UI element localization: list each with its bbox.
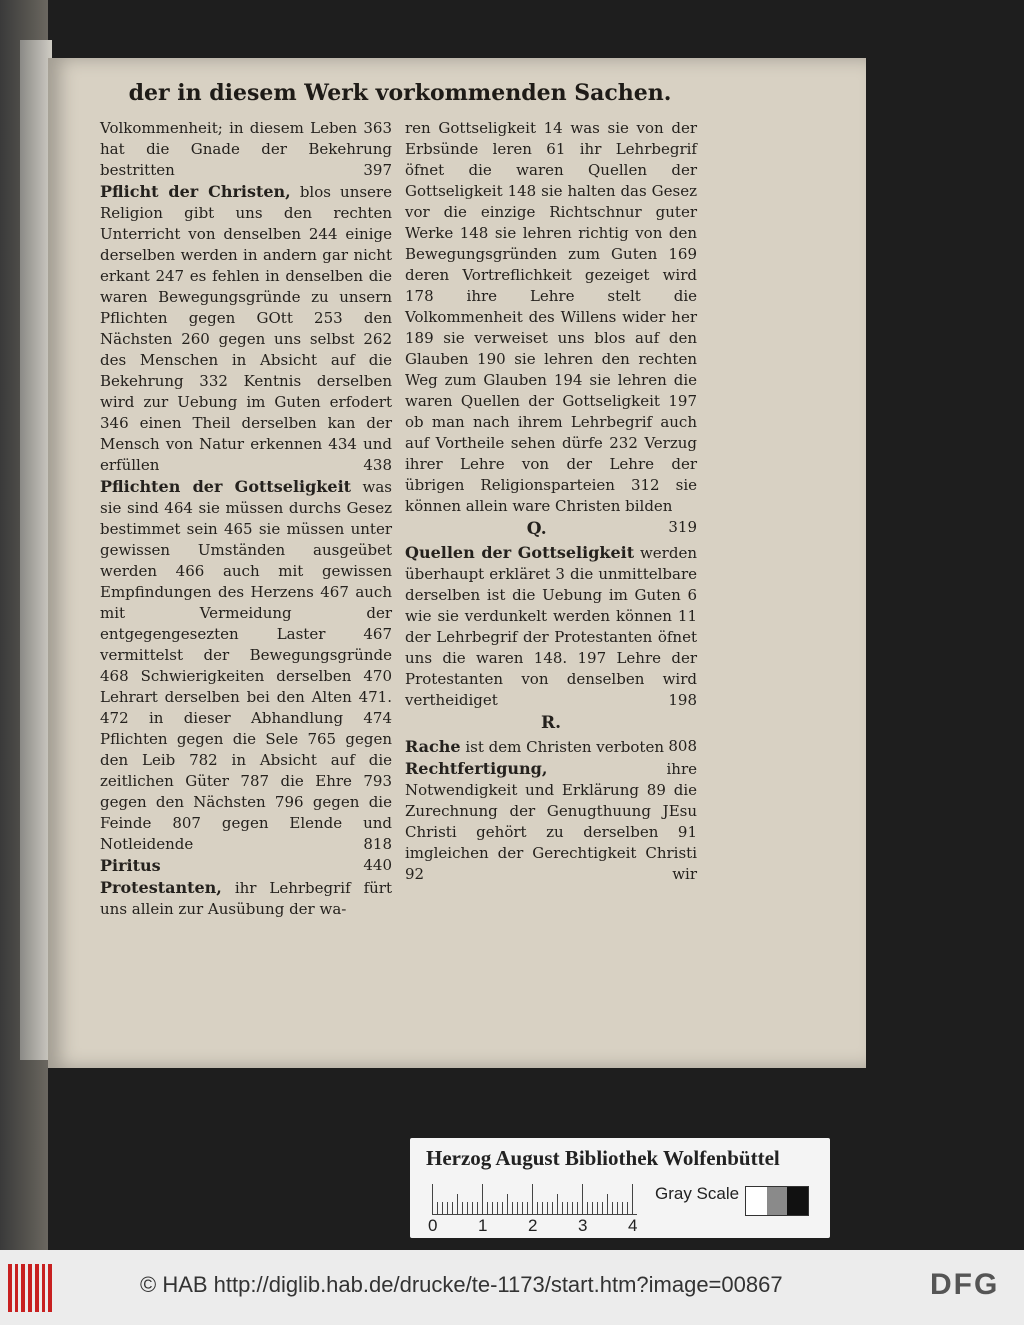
ruler-number: 4 xyxy=(628,1216,638,1235)
gray-scale-label: Gray Scale xyxy=(655,1184,740,1203)
entry-page-number: 440 xyxy=(363,856,392,874)
index-entry xyxy=(405,758,697,885)
entry-text: blos unsere Religion gibt uns den rechten Unterricht von denselben 244 einige derselben werden in andern gar nicht erkant 247 es fehlen in denselben die waren Bewegungsgründe zu unsern Pflichten gegen GOtt 253 den Nächsten 260 gegen uns selbst 262 des Menschen in Absicht auf die Bekehrung 332 Kentnis derselben wird zur Uebung im Guten erfodert 346 einen Theil derselben kan der Mensch von Natur erkennen 434 und erfüllen xyxy=(100,183,392,474)
index-entry xyxy=(405,736,697,758)
ruler-tick xyxy=(507,1194,508,1214)
section-letter: Q. xyxy=(526,519,547,539)
library-name: Herzog August Bibliothek Wolfenbüttel xyxy=(426,1146,780,1170)
ruler-tick xyxy=(472,1202,473,1214)
ruler-number: 3 xyxy=(578,1216,588,1235)
ruler-tick xyxy=(632,1184,633,1214)
index-entry xyxy=(100,118,392,181)
ruler-tick xyxy=(607,1194,608,1214)
section-letter: R. xyxy=(540,713,562,733)
ruler-tick xyxy=(452,1202,453,1214)
ruler-tick xyxy=(487,1202,488,1214)
entry-headword: Pflicht der Christen, xyxy=(100,182,291,201)
index-column-right xyxy=(405,118,697,885)
hab-logo-icon xyxy=(8,1264,52,1312)
ruler-tick xyxy=(432,1184,433,1214)
gray-scale-bar xyxy=(745,1186,809,1216)
ruler-tick xyxy=(512,1202,513,1214)
ruler-tick xyxy=(587,1202,588,1214)
copyright-url[interactable]: © HAB http://diglib.hab.de/drucke/te-1173/start.htm?image=00867 xyxy=(140,1272,783,1297)
ruler-tick xyxy=(527,1202,528,1214)
index-column-left xyxy=(100,118,392,920)
entry-headword: Rache xyxy=(405,737,461,756)
ruler-tick xyxy=(592,1202,593,1214)
gray-scale-patch xyxy=(787,1187,808,1215)
entry-text: ist dem Christen verboten xyxy=(465,738,664,756)
ruler-tick xyxy=(617,1202,618,1214)
ruler-tick xyxy=(482,1184,483,1214)
ruler-tick xyxy=(447,1202,448,1214)
entry-text: ren Gottseligkeit 14 was sie von der Erbsünde leren 61 ihr Lehrbegrif öfnet die waren Quellen der Gottseligkeit 148 sie halten das Gesez vor die einzige Richtschnur guter Werke 148 sie lehren richtig von den Bewegungsgründen zum Guten 169 deren Vortreflichkeit gezeiget wird 178 ihre Lehre stelt die Volkommenheit des Willens wider her 189 sie verweiset uns blos auf den Glauben 190 sie lehren den rechten Weg zum Glauben 194 sie lehren die waren Quellen der Gottseligkeit 197 ob man nach ihrem Lehrbegrif auch auf Vortheile sehen dürfe 232 Verzug ihrer Lehre von der Lehre der übrigen Religionsparteien 312 sie können allein ware Christen bilden xyxy=(405,119,697,515)
ruler-tick xyxy=(477,1202,478,1214)
ruler-tick xyxy=(442,1202,443,1214)
ruler-tick xyxy=(522,1202,523,1214)
entry-page-number: 438 xyxy=(363,456,392,474)
entry-text: werden überhaupt erkläret 3 die unmittelbare derselben ist die Uebung im Guten 6 wie sie verdunkelt werden können 11 der Lehrbegrif der Protestanten öfnet uns die waren 148. 197 Lehre der Protestanten von denselben wird vertheidiget xyxy=(405,544,697,709)
ruler-tick xyxy=(627,1202,628,1214)
ruler-tick xyxy=(537,1202,538,1214)
entry-headword: Quellen der Gottseligkeit xyxy=(405,543,635,562)
entry-page-number: 397 xyxy=(363,161,392,179)
index-entry xyxy=(100,855,392,877)
entry-text: was sie sind 464 sie müssen durchs Gesez bestimmet sein 465 sie müssen unter gewissen Umständen ausgeübet werden 466 auch mit gewissen Empfindungen des Herzens 467 auch mit Vermeidung der entgegengesezten Laster 467 vermittelst der Bewegungsgründe 468 Schwierigkeiten derselben 470 Lehrart derselben bei den Alten 471. 472 in dieser Abhandlung 474 Pflichten gegen die Sele 765 gegen den Leib 782 in Absicht auf die zeitlichen Güter 787 die Ehre 793 gegen den Nächsten 796 gegen die Feinde 807 gegen Elende und Notleidende xyxy=(100,478,392,853)
ruler-tick xyxy=(567,1202,568,1214)
entry-headword: Protestanten, xyxy=(100,878,222,897)
entry-headword: Piritus xyxy=(100,856,161,875)
entry-page-number: wir xyxy=(672,865,697,883)
entry-headword: Pflichten der Gottseligkeit xyxy=(100,477,352,496)
entry-page-number: 808 xyxy=(668,737,697,755)
ruler-number: 1 xyxy=(478,1216,488,1235)
ruler-tick xyxy=(547,1202,548,1214)
entry-text: ihr Lehrbegrif fürt uns allein zur Ausübung der wa- xyxy=(100,879,392,918)
entry-page-number: 319 xyxy=(668,518,697,536)
measurement-ruler xyxy=(432,1182,637,1215)
ruler-tick xyxy=(467,1202,468,1214)
gray-scale-patch xyxy=(767,1187,788,1215)
footer-bar xyxy=(0,1250,1024,1325)
entry-page-number: 198 xyxy=(668,691,697,709)
ruler-tick xyxy=(517,1202,518,1214)
ruler-tick xyxy=(457,1194,458,1214)
entry-page-number: 818 xyxy=(363,835,392,853)
color-calibration-card xyxy=(410,1138,830,1238)
ruler-tick xyxy=(602,1202,603,1214)
index-entry xyxy=(100,476,392,855)
index-entry xyxy=(405,118,697,536)
ruler-tick xyxy=(572,1202,573,1214)
ruler-tick xyxy=(597,1202,598,1214)
ruler-tick xyxy=(497,1202,498,1214)
ruler-number: 0 xyxy=(428,1216,438,1235)
ruler-tick xyxy=(532,1184,533,1214)
index-entry xyxy=(405,542,697,711)
index-entry xyxy=(100,877,392,920)
ruler-tick xyxy=(557,1194,558,1214)
entry-text: ihre Notwendigkeit und Erklärung 89 die Zurechnung der Genugthuung JEsu Christi gehört zu derselben 91 imgleichen der Gerechtigkeit Christi 92 xyxy=(405,760,697,883)
ruler-number: 2 xyxy=(528,1216,538,1235)
dfg-logo: DFG xyxy=(930,1268,1000,1301)
ruler-tick xyxy=(622,1202,623,1214)
entry-headword: Rechtfertigung, xyxy=(405,759,548,778)
ruler-tick xyxy=(492,1202,493,1214)
ruler-tick xyxy=(437,1202,438,1214)
entry-text: Volkommenheit; in diesem Leben 363 hat die Gnade der Bekehrung bestritten xyxy=(100,119,392,179)
ruler-tick xyxy=(582,1184,583,1214)
index-entry xyxy=(100,181,392,476)
ruler-tick xyxy=(462,1202,463,1214)
ruler-tick xyxy=(552,1202,553,1214)
ruler-tick xyxy=(542,1202,543,1214)
ruler-tick xyxy=(562,1202,563,1214)
ruler-tick xyxy=(612,1202,613,1214)
ruler-tick xyxy=(577,1202,578,1214)
gray-scale-patch xyxy=(746,1187,767,1215)
ruler-tick xyxy=(502,1202,503,1214)
running-head: der in diesem Werk vorkommenden Sachen. xyxy=(128,80,672,106)
